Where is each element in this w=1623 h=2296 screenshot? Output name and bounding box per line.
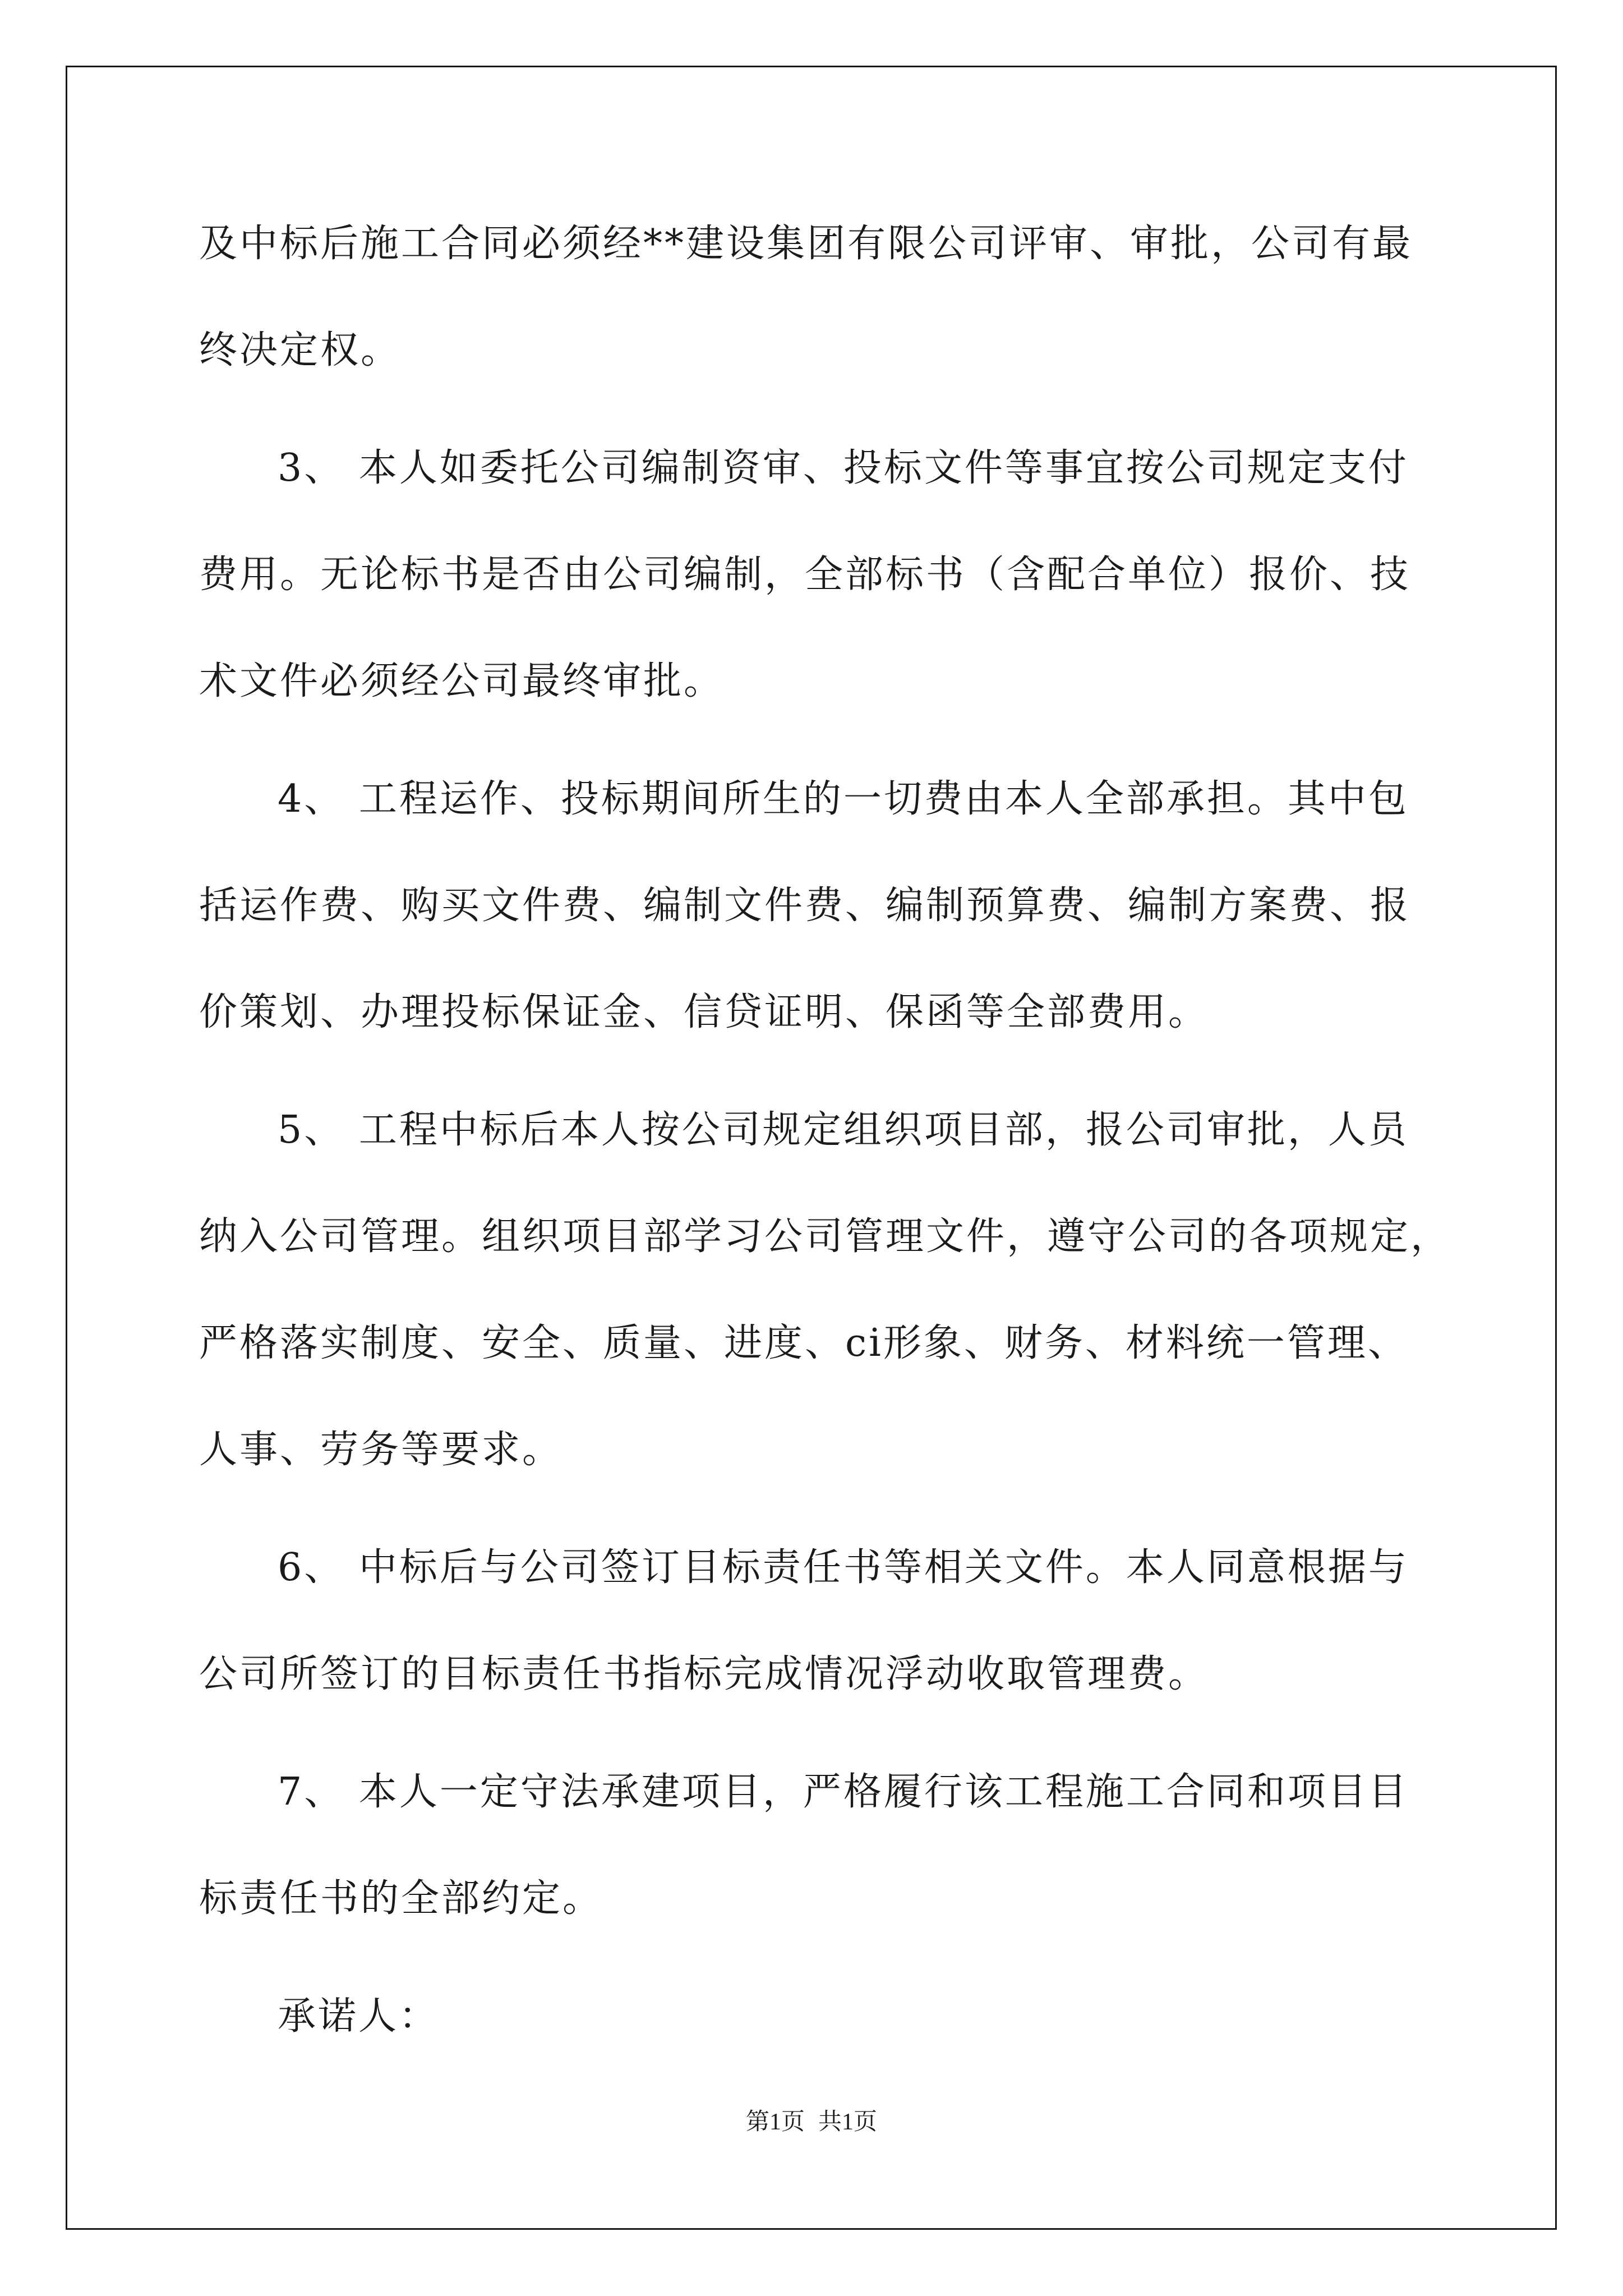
text-line: 术文件必须经公司最终审批。 [199, 659, 725, 703]
text-line: 标责任书的全部约定。 [199, 1876, 603, 1921]
text-line: 公司所签订的目标责任书指标完成情况浮动收取管理费。 [199, 1652, 1209, 1696]
text-line: 及中标后施工合同必须经**建设集团有限公司评审、审批，公司有最 [199, 222, 1413, 266]
text-line: 6、 中标后与公司签订目标责任书等相关文件。本人同意根据与 [278, 1545, 1409, 1590]
text-line: 价策划、办理投标保证金、信贷证明、保函等全部费用。 [199, 990, 1209, 1034]
page-footer [0, 2108, 1623, 2136]
page-number: 第1页 [745, 2109, 805, 2135]
text-line: 纳入公司管理。组织项目部学习公司管理文件，遵守公司的各项规定， [199, 1214, 1451, 1259]
text-line: 3、 本人如委托公司编制资审、投标文件等事宜按公司规定支付 [278, 446, 1409, 490]
text-line: 7、 本人一定守法承建项目，严格履行该工程施工合同和项目目 [278, 1770, 1409, 1814]
text-line: 严格落实制度、安全、质量、进度、ci形象、财务、材料统一管理、 [199, 1321, 1408, 1365]
page-total: 共1页 [818, 2109, 878, 2135]
text-line: 括运作费、购买文件费、编制文件费、编制预算费、编制方案费、报 [199, 884, 1411, 928]
text-line: 人事、劳务等要求。 [199, 1428, 563, 1472]
text-line: 5、 工程中标后本人按公司规定组织项目部，报公司审批，人员 [278, 1108, 1409, 1152]
text-line: 终决定权。 [199, 328, 402, 372]
text-line: 4、 工程运作、投标期间所生的一切费由本人全部承担。其中包 [278, 777, 1409, 821]
text-line: 费用。无论标书是否由公司编制，全部标书（含配合单位）报价、技 [199, 553, 1411, 597]
signature-label: 承诺人： [278, 1994, 440, 2039]
